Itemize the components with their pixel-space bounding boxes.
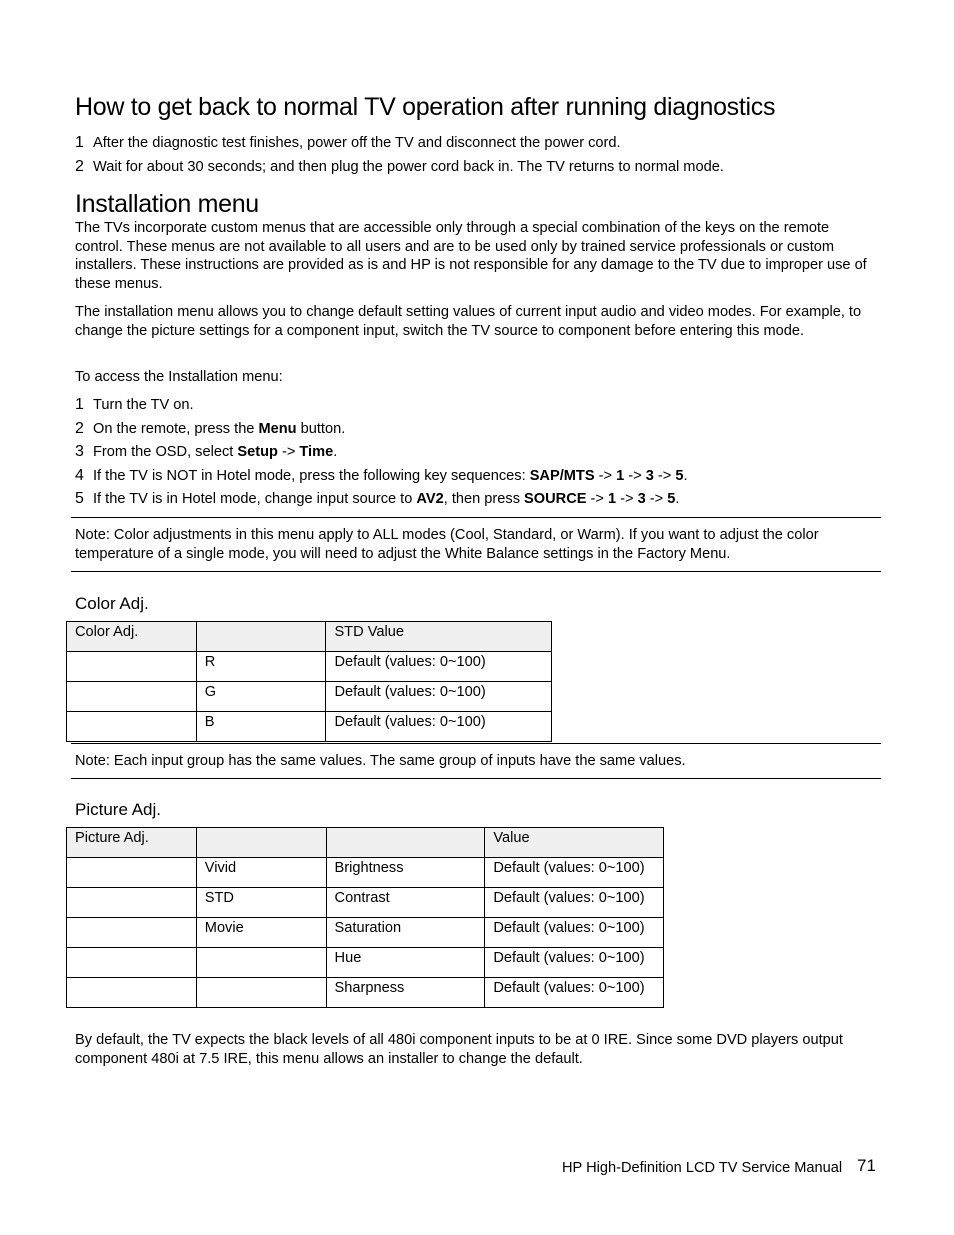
key-name: 5 [675, 468, 684, 484]
paragraph-installation-menu: The installation menu allows you to change default setting values of current input audio and video modes. For example, to change the picture settings for a component input, switch the TV source to component before entering this mode. [75, 304, 862, 339]
arrow: -> [586, 491, 608, 507]
table-header-cell [196, 828, 326, 858]
arrow: -> [624, 468, 646, 484]
table-cell: Vivid [196, 858, 326, 888]
step-text: . [683, 468, 688, 484]
step-text: After the diagnostic test finishes, power off the TV and disconnect the power cord. [93, 135, 621, 151]
table-cell [67, 858, 197, 888]
table-row [67, 948, 664, 978]
note-text: settings in the Factory Menu. [539, 545, 731, 562]
table-cell: Default (values: 0~100) [326, 682, 552, 712]
step-number: 1 [75, 134, 84, 151]
subheading-color-adj: Color Adj. [75, 594, 149, 613]
table-cell: Saturation [326, 918, 485, 948]
step-number: 5 [75, 490, 84, 507]
table-cell: Sharpness [326, 978, 485, 1008]
table-header-cell: Value [485, 828, 664, 858]
table-header-cell [196, 622, 326, 652]
access-intro: To access the Installation menu: [75, 369, 283, 385]
arrow: -> [594, 468, 617, 484]
list-item [75, 420, 880, 438]
step-number: 1 [75, 396, 84, 413]
table-cell: R [196, 652, 326, 682]
step-text: button. [296, 421, 346, 437]
table-cell: Default (values: 0~100) [485, 888, 664, 918]
arrow: -> [277, 444, 300, 460]
step-text: From the OSD, select [93, 444, 238, 460]
note-input-groups [75, 752, 875, 771]
table-cell: Brightness [326, 858, 485, 888]
list-item [75, 158, 880, 176]
key-name: SOURCE [524, 491, 587, 507]
table-cell: Default (values: 0~100) [485, 918, 664, 948]
table-cell [67, 978, 197, 1008]
table-row [67, 888, 664, 918]
step-text: . [333, 444, 338, 460]
page-number: 71 [857, 1156, 876, 1175]
table-cell: Default (values: 0~100) [485, 858, 664, 888]
color-adj-table [66, 621, 552, 742]
subheading-picture-adj: Picture Adj. [75, 800, 161, 819]
table-header-cell: STD Value [326, 622, 552, 652]
step-number: 3 [75, 443, 84, 460]
arrow: -> [645, 491, 668, 507]
note-color-adjustments [75, 526, 875, 563]
step-text: Wait for about 30 seconds; and then plug the power cord back in. The TV returns to normal mode. [93, 159, 724, 175]
footer-manual-title: HP High-Definition LCD TV Service Manual [562, 1160, 843, 1176]
paragraph-intro: The TVs incorporate custom menus that are accessible only through a special combination of the keys on the remote control. These menus are not available to all users and are to be used only by trained service professionals or custom installers. These instructions are provided as is and HP is not responsible for any damage to the TV due to improper use of these menus. [75, 220, 867, 293]
table-cell [196, 978, 326, 1008]
table-cell: Default (values: 0~100) [326, 712, 552, 742]
step-text: On the remote, press the [93, 421, 259, 437]
note-term: White Balance [444, 545, 540, 562]
table-row [67, 978, 664, 1008]
table-cell: G [196, 682, 326, 712]
note-text: : Color adjustments in this menu apply to ALL modes (Cool, Standard, or Warm). If you want to adjust the color temperature of a single mode, you will need to adjust the [75, 527, 819, 562]
table-cell [67, 918, 197, 948]
section-title-installation-menu: Installation menu [75, 190, 259, 218]
key-name: SAP/MTS [529, 468, 595, 484]
table-row [67, 918, 664, 948]
table-row [67, 652, 552, 682]
picture-adj-table [66, 827, 664, 1008]
table-cell: B [196, 712, 326, 742]
table-cell: STD [196, 888, 326, 918]
section-title-normal-operation: How to get back to normal TV operation after running diagnostics [75, 93, 776, 121]
table-cell [67, 948, 197, 978]
note-label: Note [75, 527, 106, 543]
table-cell [67, 888, 197, 918]
table-header-row [67, 828, 664, 858]
list-item [75, 396, 880, 414]
step-number: 2 [75, 420, 84, 437]
table-cell: Contrast [326, 888, 485, 918]
list-item [75, 134, 880, 152]
table-header-cell: Color Adj. [67, 622, 197, 652]
step-text: . [675, 491, 680, 507]
list-item [75, 490, 880, 508]
menu-name: Setup [237, 444, 278, 460]
table-cell: Default (values: 0~100) [485, 978, 664, 1008]
table-header-row [67, 622, 552, 652]
arrow: -> [616, 491, 638, 507]
key-name: 3 [645, 468, 654, 484]
table-cell: Default (values: 0~100) [485, 948, 664, 978]
table-row [67, 712, 552, 742]
note-text: : Each input group has the same values. The same group of inputs have the same values. [105, 753, 686, 769]
table-cell [67, 712, 197, 742]
table-row [67, 858, 664, 888]
key-name: 1 [616, 468, 625, 484]
table-header-cell [326, 828, 485, 858]
table-cell: Default (values: 0~100) [326, 652, 552, 682]
key-name: 1 [607, 491, 617, 507]
key-name: Menu [258, 421, 297, 437]
step-number: 2 [75, 158, 84, 175]
step-text: If the TV is in Hotel mode, change input source to [93, 491, 417, 507]
step-number: 4 [75, 467, 84, 484]
key-name: AV2 [416, 491, 444, 507]
table-row [67, 682, 552, 712]
key-name: 3 [637, 491, 646, 507]
divider [71, 743, 881, 744]
list-item [75, 443, 880, 461]
list-item [75, 467, 880, 485]
table-cell [196, 948, 326, 978]
divider [71, 571, 881, 572]
table-cell: Movie [196, 918, 326, 948]
note-label: Note [75, 753, 106, 769]
divider [71, 778, 881, 779]
table-cell: Hue [326, 948, 485, 978]
menu-name: Time [299, 444, 334, 460]
table-header-cell: Picture Adj. [67, 828, 197, 858]
step-text: Turn the TV on. [93, 397, 194, 413]
step-text: , then press [443, 491, 525, 507]
divider [71, 517, 881, 518]
table-cell [67, 652, 197, 682]
paragraph-black-levels: By default, the TV expects the black levels of all 480i component inputs to be at 0 IRE. Since some DVD players output component 480i at 7.5 IRE, this menu allows an installer to change the default. [75, 1032, 843, 1067]
arrow: -> [653, 468, 676, 484]
table-cell [67, 682, 197, 712]
key-name: 5 [667, 491, 676, 507]
step-text: If the TV is NOT in Hotel mode, press the following key sequences: [93, 468, 530, 484]
